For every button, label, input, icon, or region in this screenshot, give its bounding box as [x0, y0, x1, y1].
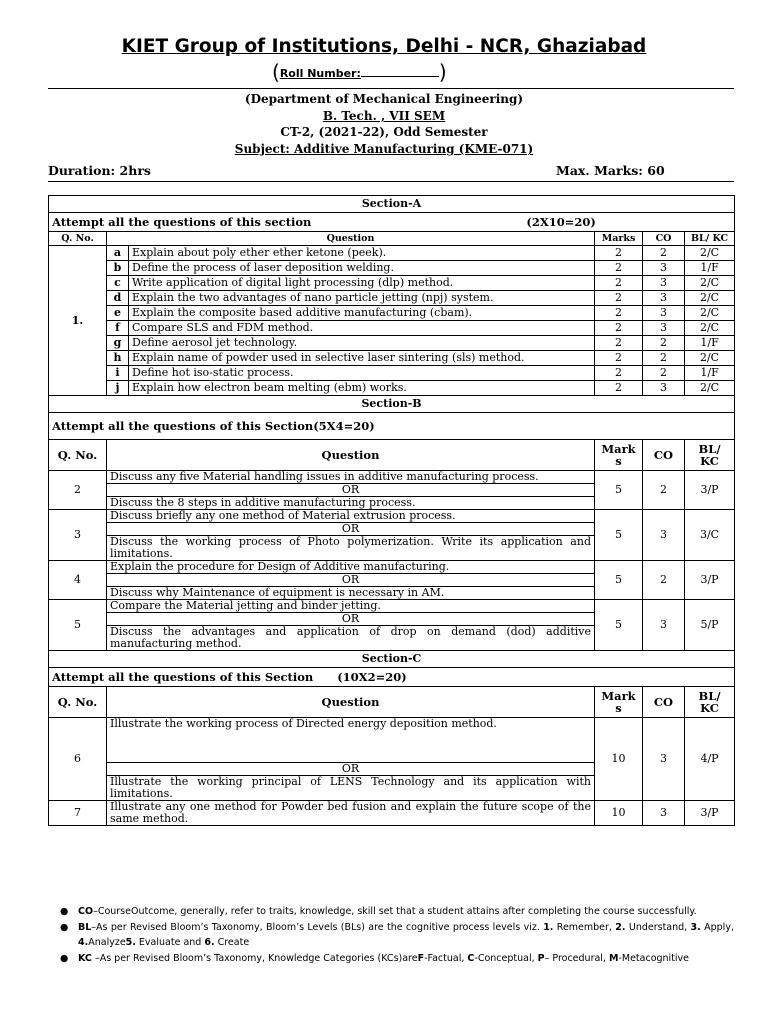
question-option-1: Illustrate the working process of Directed energy deposition method. — [107, 718, 595, 763]
question-marks: 5 — [595, 510, 643, 561]
kc-name: – Procedural, — [544, 953, 609, 964]
exam-table — [48, 195, 735, 826]
question-option-2: Discuss the 8 steps in additive manufacturing process. — [107, 497, 595, 510]
note-kc — [48, 951, 734, 966]
or-divider: OR — [107, 613, 595, 626]
level-number: 5. — [125, 937, 136, 948]
sub-question-label: a — [107, 246, 129, 261]
sub-question-marks: 2 — [595, 261, 643, 276]
level-name: Create — [214, 937, 250, 948]
sub-question-label: c — [107, 276, 129, 291]
col-bl-header-line2: KC — [700, 454, 719, 468]
sub-question-marks: 2 — [595, 381, 643, 396]
or-divider: OR — [107, 523, 595, 536]
bullet-icon: ● — [60, 906, 69, 917]
col-question-header: Question — [107, 687, 595, 718]
question-bl: 3/P — [685, 561, 735, 600]
level-name: Apply, — [700, 922, 734, 933]
question-co: 2 — [643, 471, 685, 510]
note-co — [48, 904, 734, 919]
sub-question-label: g — [107, 336, 129, 351]
section-c-instruction-text: Attempt all the questions of this Section — [52, 670, 314, 684]
kc-letter: F — [417, 953, 425, 964]
col-question-header: Question — [107, 440, 595, 471]
question-co: 3 — [643, 801, 685, 826]
question-option-2: Illustrate the working principal of LENS Technology and its application with limitations. — [107, 776, 595, 801]
roll-number-label: Roll Number: — [279, 67, 361, 80]
col-qno-header: Q. No. — [49, 687, 107, 718]
roll-close-paren: ) — [438, 60, 447, 84]
sub-question-marks: 2 — [595, 306, 643, 321]
level-name: Analyze — [88, 937, 126, 948]
question-marks: 5 — [595, 471, 643, 510]
sub-question-label: h — [107, 351, 129, 366]
sub-question-co: 3 — [643, 306, 685, 321]
sub-question-text: Explain how electron beam melting (ebm) works. — [129, 381, 595, 396]
col-marks-header-line1: Mark — [601, 442, 636, 456]
col-qno-header: Q. No. — [49, 232, 107, 246]
sub-question-co: 2 — [643, 366, 685, 381]
kc-letter: M — [608, 953, 619, 964]
question-bl: 4/P — [685, 718, 735, 801]
question-marks: 10 — [595, 718, 643, 801]
subject: Subject: Additive Manufacturing (KME-071) — [234, 142, 534, 156]
institution-title: KIET Group of Institutions, Delhi - NCR, Ghaziabad — [121, 36, 647, 57]
section-a-marks-scheme: (2X10=20) — [526, 215, 596, 229]
question-option-2: Discuss the working process of Photo polymerization. Write its application and limitations. — [107, 536, 595, 561]
col-bl-header — [685, 687, 735, 718]
col-bl-header: BL/ KC — [685, 232, 735, 246]
sub-question-marks: 2 — [595, 366, 643, 381]
sub-question-label: j — [107, 381, 129, 396]
kc-name: -Metacognitive — [618, 953, 690, 964]
sub-question-bl: 2/C — [685, 291, 735, 306]
col-bl-header-line1: BL/ — [698, 689, 721, 703]
or-divider: OR — [107, 763, 595, 776]
question-bl: 5/P — [685, 600, 735, 651]
col-bl-header — [685, 440, 735, 471]
roll-number-blank[interactable] — [361, 66, 439, 77]
question-marks: 10 — [595, 801, 643, 826]
col-co-header: CO — [643, 440, 685, 471]
sub-question-co: 2 — [643, 246, 685, 261]
section-a-instruction-text: Attempt all the questions of this section — [52, 215, 312, 229]
section-a-instruction — [49, 213, 735, 232]
question-text: Illustrate any one method for Powder bed fusion and explain the future scope of the same method. — [107, 801, 595, 826]
level-number: 2. — [615, 922, 626, 933]
question-co: 3 — [643, 510, 685, 561]
section-b-instruction: Attempt all the questions of this Section(5X4=20) — [49, 413, 735, 440]
kc-letter: P — [537, 953, 545, 964]
col-co-header: CO — [643, 687, 685, 718]
sub-question-label: i — [107, 366, 129, 381]
sub-question-label: b — [107, 261, 129, 276]
question-option-1: Discuss any five Material handling issues in additive manufacturing process. — [107, 471, 595, 484]
bullet-icon: ● — [60, 922, 69, 933]
question-bl: 3/P — [685, 471, 735, 510]
duration-rule — [48, 181, 734, 182]
notes-list — [48, 904, 734, 967]
sub-question-text: Write application of digital light processing (dlp) method. — [129, 276, 595, 291]
col-marks-header-line2: s — [615, 454, 622, 468]
or-divider: OR — [107, 484, 595, 497]
sub-question-marks: 2 — [595, 276, 643, 291]
question-option-1: Compare the Material jetting and binder jetting. — [107, 600, 595, 613]
sub-question-marks: 2 — [595, 351, 643, 366]
question-number: 3 — [49, 510, 107, 561]
level-number: 6. — [204, 937, 215, 948]
program: B. Tech. , VII SEM — [322, 109, 446, 123]
sub-question-text: Define aerosol jet technology. — [129, 336, 595, 351]
col-marks-header — [595, 440, 643, 471]
sub-question-text: Explain about poly ether ether ketone (peek). — [129, 246, 595, 261]
sub-question-bl: 2/C — [685, 351, 735, 366]
sub-question-co: 3 — [643, 276, 685, 291]
sub-question-label: f — [107, 321, 129, 336]
sub-question-marks: 2 — [595, 321, 643, 336]
roll-number-field[interactable] — [272, 60, 447, 84]
kc-name: -Conceptual, — [474, 953, 538, 964]
roll-open-paren: ( — [272, 60, 280, 84]
question-1-number: 1. — [49, 246, 107, 396]
sub-question-text: Explain name of powder used in selective laser sintering (sls) method. — [129, 351, 595, 366]
col-qno-header: Q. No. — [49, 440, 107, 471]
question-option-2: Discuss why Maintenance of equipment is necessary in AM. — [107, 587, 595, 600]
question-co: 2 — [643, 561, 685, 600]
question-marks: 5 — [595, 600, 643, 651]
sub-question-co: 3 — [643, 381, 685, 396]
question-number: 4 — [49, 561, 107, 600]
section-b-title: Section-B — [49, 396, 735, 413]
sub-question-bl: 2/C — [685, 381, 735, 396]
sub-question-bl: 2/C — [685, 276, 735, 291]
note-text: –As per Revised Bloom’s Taxonomy, Knowledge Categories (KCs)are — [91, 953, 418, 964]
sub-question-co: 2 — [643, 351, 685, 366]
bullet-icon: ● — [60, 953, 69, 964]
col-bl-header-line1: BL/ — [698, 442, 721, 456]
question-option-1: Explain the procedure for Design of Additive manufacturing. — [107, 561, 595, 574]
question-option-1: Discuss briefly any one method of Material extrusion process. — [107, 510, 595, 523]
question-co: 3 — [643, 718, 685, 801]
level-number: 3. — [690, 922, 701, 933]
section-c-marks-scheme: (10X2=20) — [337, 670, 407, 684]
sub-question-label: d — [107, 291, 129, 306]
note-text: –CourseOutcome, generally, refer to traits, knowledge, skill set that a student attains after completing the course successfully. — [93, 906, 697, 917]
note-term: KC — [78, 953, 92, 964]
max-marks: Max. Marks: 60 — [556, 163, 665, 178]
sub-question-co: 3 — [643, 291, 685, 306]
col-marks-header — [595, 687, 643, 718]
question-number: 6 — [49, 718, 107, 801]
question-marks: 5 — [595, 561, 643, 600]
sub-question-text: Compare SLS and FDM method. — [129, 321, 595, 336]
sub-question-text: Explain the two advantages of nano particle jetting (npj) system. — [129, 291, 595, 306]
sub-question-bl: 1/F — [685, 261, 735, 276]
duration: Duration: 2hrs — [48, 163, 151, 178]
col-question-header: Question — [107, 232, 595, 246]
question-bl: 3/P — [685, 801, 735, 826]
note-text: –As per Revised Bloom’s Taxonomy, Bloom’s Levels (BLs) are the cognitive process levels viz. — [91, 922, 544, 933]
sub-question-bl: 2/C — [685, 306, 735, 321]
level-number: 4. — [78, 937, 89, 948]
question-bl: 3/C — [685, 510, 735, 561]
sub-question-bl: 2/C — [685, 321, 735, 336]
question-option-2: Discuss the advantages and application of drop on demand (dod) additive manufacturing method. — [107, 626, 595, 651]
question-co: 3 — [643, 600, 685, 651]
sub-question-co: 3 — [643, 321, 685, 336]
col-marks-header-line1: Mark — [601, 689, 636, 703]
section-c-title: Section-C — [49, 651, 735, 668]
note-term: BL — [78, 922, 92, 933]
sub-question-co: 2 — [643, 336, 685, 351]
col-marks-header-line2: s — [615, 701, 622, 715]
header-rule — [48, 88, 734, 89]
section-c-instruction — [49, 668, 735, 687]
col-marks-header: Marks — [595, 232, 643, 246]
question-number: 2 — [49, 471, 107, 510]
kc-letter: C — [467, 953, 475, 964]
sub-question-marks: 2 — [595, 336, 643, 351]
col-co-header: CO — [643, 232, 685, 246]
sub-question-text: Define hot iso-static process. — [129, 366, 595, 381]
sub-question-marks: 2 — [595, 246, 643, 261]
exam-name: CT-2, (2021-22), Odd Semester — [280, 125, 488, 139]
sub-question-co: 3 — [643, 261, 685, 276]
col-bl-header-line2: KC — [700, 701, 719, 715]
kc-name: -Factual, — [424, 953, 468, 964]
or-divider: OR — [107, 574, 595, 587]
sub-question-bl: 1/F — [685, 336, 735, 351]
sub-question-marks: 2 — [595, 291, 643, 306]
note-bl — [48, 920, 734, 950]
note-term: CO — [78, 906, 94, 917]
level-number: 1. — [543, 922, 554, 933]
level-name: Evaluate and — [135, 937, 205, 948]
sub-question-bl: 1/F — [685, 366, 735, 381]
sub-question-label: e — [107, 306, 129, 321]
level-name: Understand, — [625, 922, 691, 933]
question-number: 5 — [49, 600, 107, 651]
sub-question-bl: 2/C — [685, 246, 735, 261]
department: (Department of Mechanical Engineering) — [244, 92, 524, 106]
sub-question-text: Define the process of laser deposition welding. — [129, 261, 595, 276]
section-a-title: Section-A — [49, 196, 735, 213]
sub-question-text: Explain the composite based additive manufacturing (cbam). — [129, 306, 595, 321]
level-name: Remember, — [553, 922, 616, 933]
question-number: 7 — [49, 801, 107, 826]
